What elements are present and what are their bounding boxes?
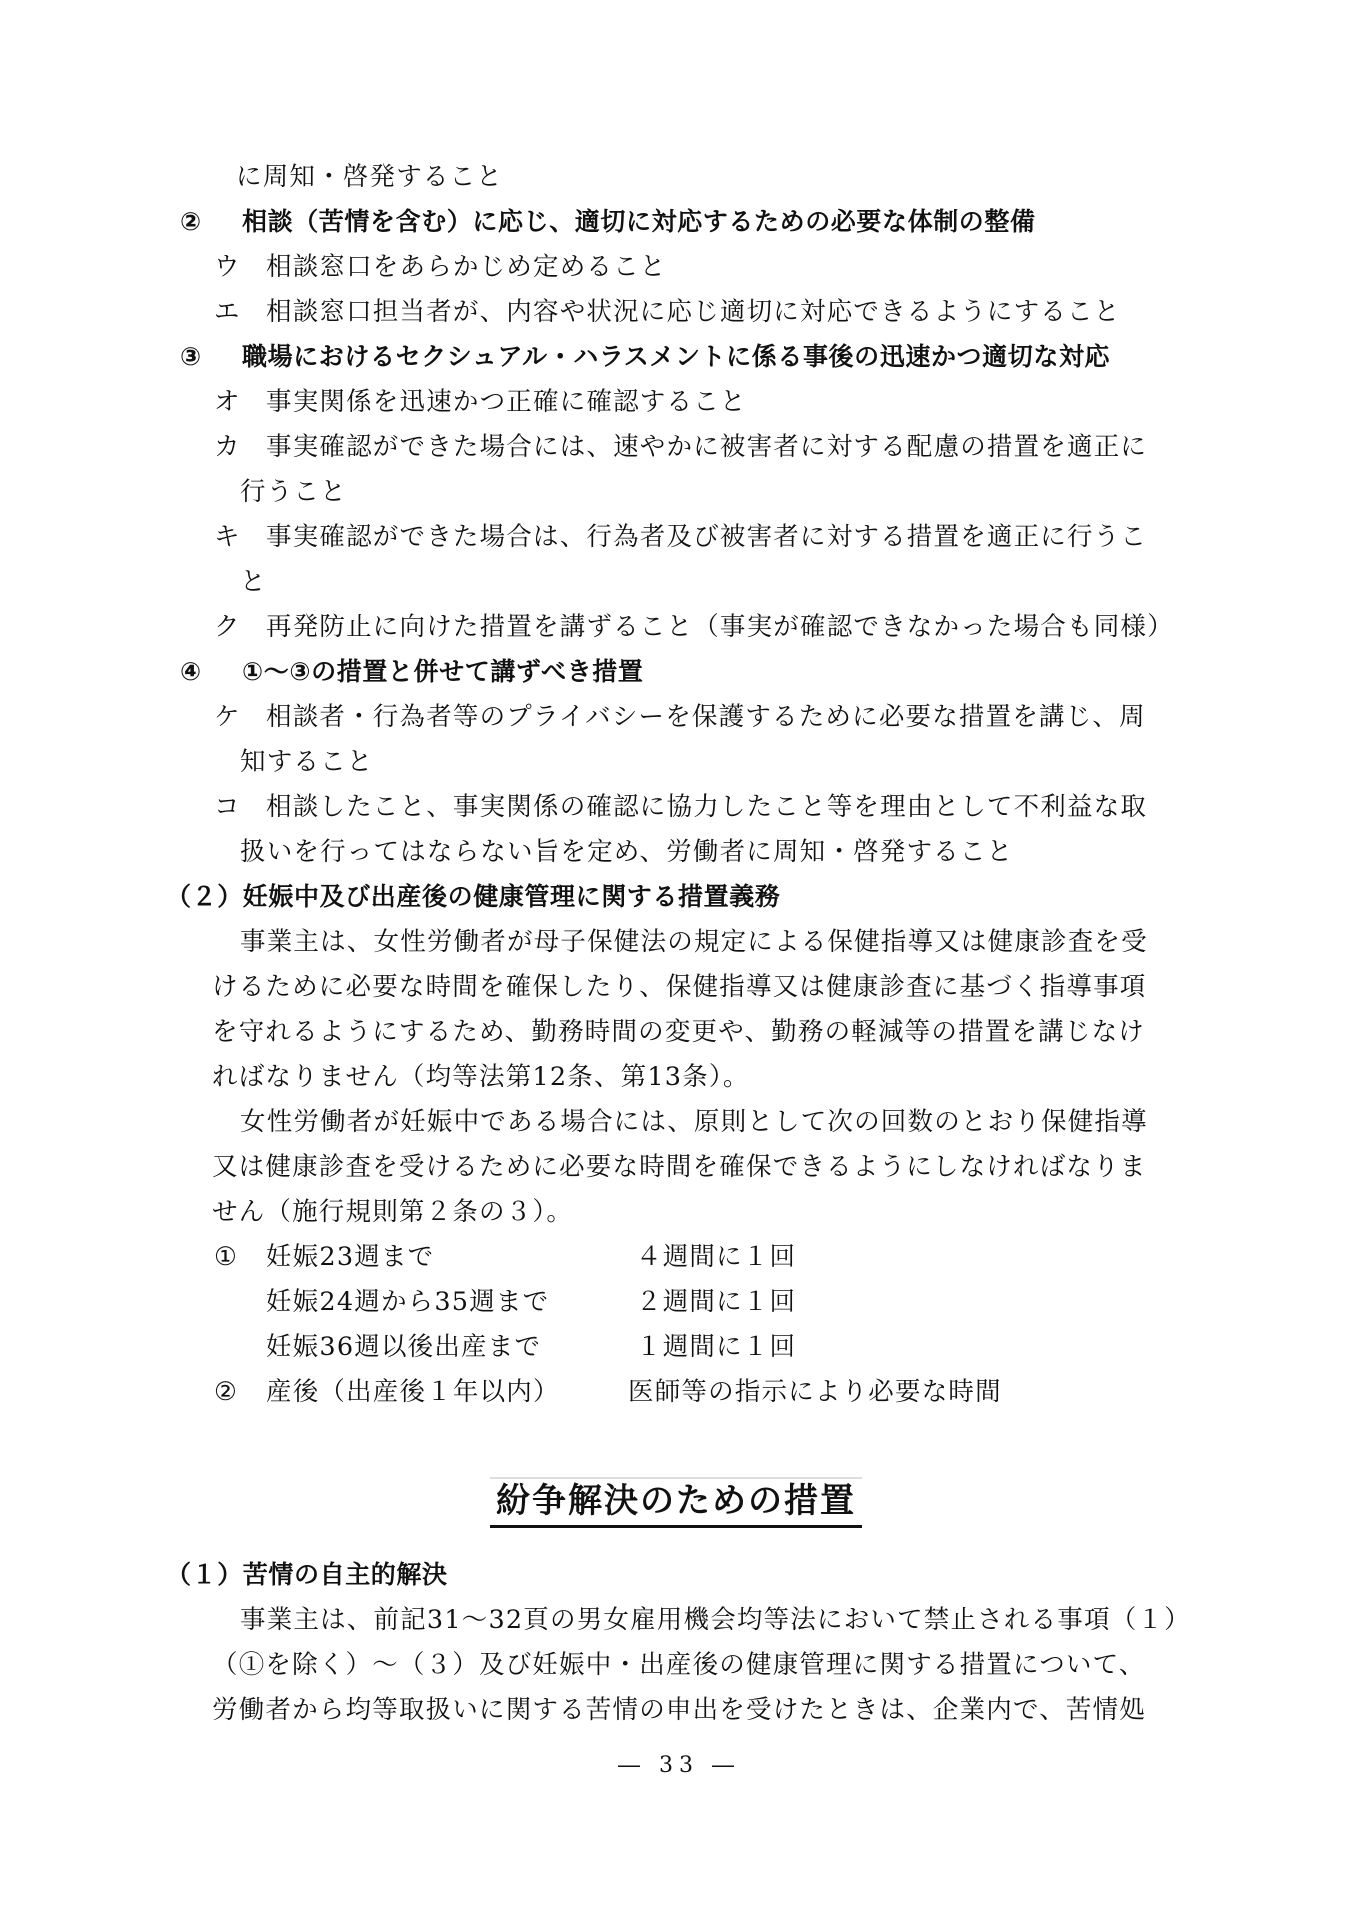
schedule-period: 妊娠36週以後出産まで (266, 1332, 542, 1362)
paragraph-line: けるために必要な時間を確保したり、保健指導又は健康診査に基づく指導事項 (212, 972, 1147, 1002)
list-item: カ 事実確認ができた場合には、速やかに被害者に対する配慮の措置を適正に (214, 432, 1148, 462)
paragraph-line: 事業主は、前記31〜32頁の男女雇用機会均等法において禁止される事項（１） (240, 1605, 1191, 1635)
schedule-period: 妊娠23週まで (266, 1242, 435, 1272)
list-item: オ 事実関係を迅速かつ正確に確認すること (214, 387, 747, 417)
paragraph-line: 又は健康診査を受けるために必要な時間を確保できるようにしなければなりま (212, 1152, 1147, 1182)
list-item: コ 相談したこと、事実関係の確認に協力したこと等を理由として不利益な取 (214, 792, 1148, 822)
item-marker: ウ (214, 252, 241, 282)
item-marker: コ (214, 792, 241, 822)
schedule-frequency: ４週間に１回 (636, 1242, 797, 1272)
schedule-frequency: ２週間に１回 (636, 1287, 797, 1317)
subheading: ③ 職場におけるセクシュアル・ハラスメントに係る事後の迅速かつ適切な対応 (180, 340, 1110, 374)
item-marker: ク (214, 612, 241, 642)
schedule-marker: ② (214, 1377, 239, 1407)
paragraph-line: 事業主は、女性労働者が母子保健法の規定による保健指導又は健康診査を受 (240, 927, 1148, 957)
item-marker: キ (214, 522, 241, 552)
item-marker: ④ (180, 657, 202, 686)
text-line: 行うこと (240, 477, 347, 507)
paragraph-line: 労働者から均等取扱いに関する苦情の申出を受けたときは、企業内で、苦情処 (212, 1695, 1146, 1725)
subheading: ② 相談（苦情を含む）に応じ、適切に対応するための必要な体制の整備 (180, 205, 1036, 239)
schedule-period: 妊娠24週から35週まで (266, 1287, 550, 1317)
item-marker: ② (180, 207, 202, 236)
item-marker: ③ (180, 342, 202, 371)
paragraph-line: を守れるようにするため、勤務時間の変更や、勤務の軽減等の措置を講じなけ (212, 1017, 1145, 1047)
subheading: ④ ①〜③の措置と併せて講ずべき措置 (180, 655, 643, 689)
text-line: 扱いを行ってはならない旨を定め、労働者に周知・啓発すること (240, 837, 1014, 867)
section-title-box (490, 1477, 862, 1528)
paragraph-line: せん（施行規則第２条の３）。 (212, 1197, 574, 1227)
paragraph-line: （①を除く）〜（３）及び妊娠中・出産後の健康管理に関する措置について、 (212, 1650, 1146, 1680)
list-item: ク 再発防止に向けた措置を講ずること（事実が確認できなかった場合も同様） (214, 612, 1174, 642)
schedule-marker: ① (214, 1242, 239, 1272)
section-title: 紛争解決のための措置 (496, 1481, 856, 1521)
text-line: に周知・啓発すること (236, 162, 504, 192)
item-marker: エ (214, 297, 241, 327)
text-line: 知すること (240, 747, 374, 777)
section-heading: （１）苦情の自主的解決 (166, 1560, 448, 1589)
list-item: ウ 相談窓口をあらかじめ定めること (214, 252, 667, 282)
paragraph-line: ればなりません（均等法第12条、第13条）。 (212, 1062, 750, 1092)
page-number: ― 33 ― (618, 1753, 740, 1778)
item-marker: カ (214, 432, 241, 462)
schedule-frequency: 医師等の指示により必要な時間 (628, 1377, 1002, 1407)
section-heading: （２）妊娠中及び出産後の健康管理に関する措置義務 (166, 882, 781, 911)
list-item: エ 相談窓口担当者が、内容や状況に応じ適切に対応できるようにすること (214, 297, 1121, 327)
list-item: キ 事実確認ができた場合は、行為者及び被害者に対する措置を適正に行うこ (214, 522, 1148, 552)
list-item: ケ 相談者・行為者等のプライバシーを保護するために必要な措置を講じ、周 (214, 702, 1146, 732)
item-marker: ケ (214, 702, 241, 732)
schedule-period: 産後（出産後１年以内） (266, 1377, 560, 1407)
schedule-frequency: １週間に１回 (636, 1332, 797, 1362)
text-line: と (240, 567, 267, 597)
paragraph-line: 女性労働者が妊娠中である場合には、原則として次の回数のとおり保健指導 (240, 1107, 1148, 1137)
item-marker: オ (214, 387, 241, 417)
